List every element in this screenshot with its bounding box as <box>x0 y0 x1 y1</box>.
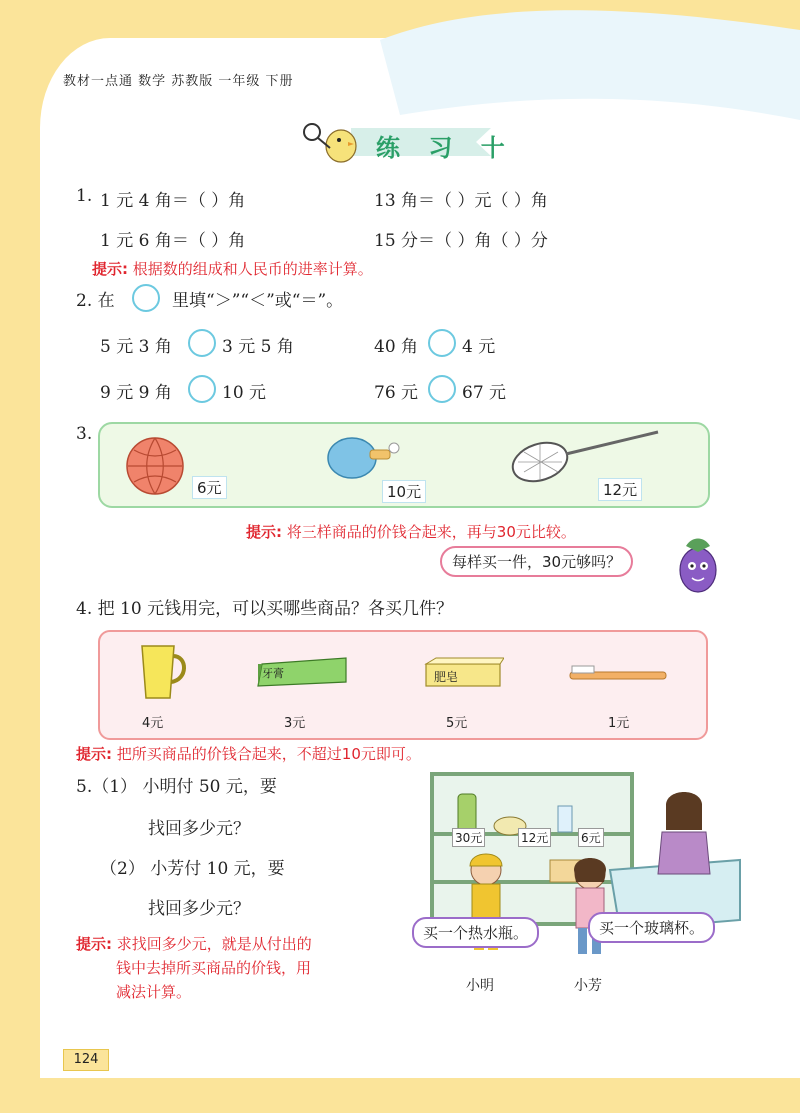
q2-r2a-right: 10 元 <box>222 383 267 403</box>
hint-text: 将三样商品的价钱合起来，再与30元比较。 <box>282 523 576 541</box>
toothbrush-icon <box>566 664 670 686</box>
price-tag: 6元 <box>192 476 227 499</box>
answer-circle[interactable] <box>188 329 216 357</box>
q1-number: 1. <box>76 186 93 206</box>
sky-band <box>0 0 800 130</box>
answer-circle[interactable] <box>428 329 456 357</box>
hint-label: 提示: <box>246 523 282 541</box>
hint-label: 提示: <box>76 745 112 763</box>
q5-part1-line2: 找回多少元？ <box>148 819 250 839</box>
q4-stem: 4. 把 10 元钱用完，可以买哪些商品？各买几件？ <box>76 599 454 619</box>
page-header: 教材一点通 数学 苏教版 一年级 下册 <box>63 74 294 89</box>
q2-r1a-left: 5 元 3 角 <box>100 337 172 357</box>
badminton-racket-icon <box>508 428 668 484</box>
price-label: 3元 <box>284 716 306 731</box>
soap-label: 肥皂 <box>434 670 459 684</box>
hint-label: 提示: <box>92 260 128 278</box>
q2-stem-start: 2. 在 <box>76 291 115 311</box>
q1-item-c: 1 元 6 角＝（ ）角 <box>100 231 246 251</box>
hint-text-line1: 求找回多少元，就是从付出的 <box>112 935 312 953</box>
q2-r2b-left: 76 元 <box>374 383 419 403</box>
hint-text: 把所买商品的价钱合起来，不超过10元即可。 <box>112 745 421 763</box>
price-label: 5元 <box>446 716 468 731</box>
page-number: 124 <box>63 1049 109 1071</box>
price-tag: 10元 <box>382 480 426 503</box>
ping-pong-paddle-icon <box>326 434 402 480</box>
hint-1 <box>92 258 373 279</box>
q5-part2-line1: （2） 小芳付 10 元，要 <box>100 859 285 879</box>
price-tag: 30元 <box>452 828 485 847</box>
chick-mascot-icon <box>304 124 356 162</box>
q1-item-a: 1 元 4 角＝（ ）角 <box>100 191 246 211</box>
q1-item-d: 15 分＝（ ）角（ ）分 <box>374 231 548 251</box>
price-label: 1元 <box>608 716 630 731</box>
q5-part1-line1: 5.（1） 小明付 50 元，要 <box>76 777 277 797</box>
xiaofang-speech-bubble: 买一个玻璃杯。 <box>588 912 715 943</box>
answer-circle[interactable] <box>188 375 216 403</box>
page-title: 练 习 十 <box>376 134 515 162</box>
hint-text-line2: 钱中去掉所买商品的价钱，用 <box>116 959 312 977</box>
shop-scene-illustration <box>410 770 746 980</box>
q5-part2-line2: 找回多少元？ <box>148 899 250 919</box>
shopkeeper-figure <box>658 792 710 874</box>
q2-r2a-left: 9 元 9 角 <box>100 383 172 403</box>
answer-circle[interactable] <box>428 375 456 403</box>
basketball-icon <box>124 436 190 496</box>
hint-3 <box>246 521 576 542</box>
xiaoming-speech-bubble: 买一个热水瓶。 <box>412 917 539 948</box>
price-label: 4元 <box>142 716 164 731</box>
q2-r1b-left: 40 角 <box>374 337 419 357</box>
eggplant-mascot-icon <box>668 526 728 598</box>
q2-stem-end: 里填“＞”“＜”或“＝”。 <box>172 291 344 311</box>
hint-label: 提示: <box>76 935 112 953</box>
cup-icon <box>136 640 194 702</box>
hint-4 <box>76 743 421 764</box>
q1-item-b: 13 角＝（ ）元（ ）角 <box>374 191 548 211</box>
character-name-xiaofang: 小芳 <box>574 978 602 994</box>
price-tag: 12元 <box>598 478 642 501</box>
q3-number: 3. <box>76 424 93 444</box>
price-tag: 12元 <box>518 828 551 847</box>
hint-text-line3: 减法计算。 <box>116 983 192 1001</box>
glass-icon <box>558 806 572 832</box>
q2-r1a-right: 3 元 5 角 <box>222 337 294 357</box>
q2-r2b-right: 67 元 <box>462 383 507 403</box>
price-tag: 6元 <box>578 828 604 847</box>
q2-r1b-right: 4 元 <box>462 337 496 357</box>
hint-5 <box>76 933 312 1002</box>
eggplant-speech-bubble: 每样买一件，30元够吗？ <box>440 546 633 577</box>
character-name-xiaoming: 小明 <box>466 978 494 994</box>
toothpaste-label: 牙膏 <box>262 667 284 680</box>
hint-text: 根据数的组成和人民币的进率计算。 <box>128 260 373 278</box>
answer-circle-example <box>132 284 160 312</box>
